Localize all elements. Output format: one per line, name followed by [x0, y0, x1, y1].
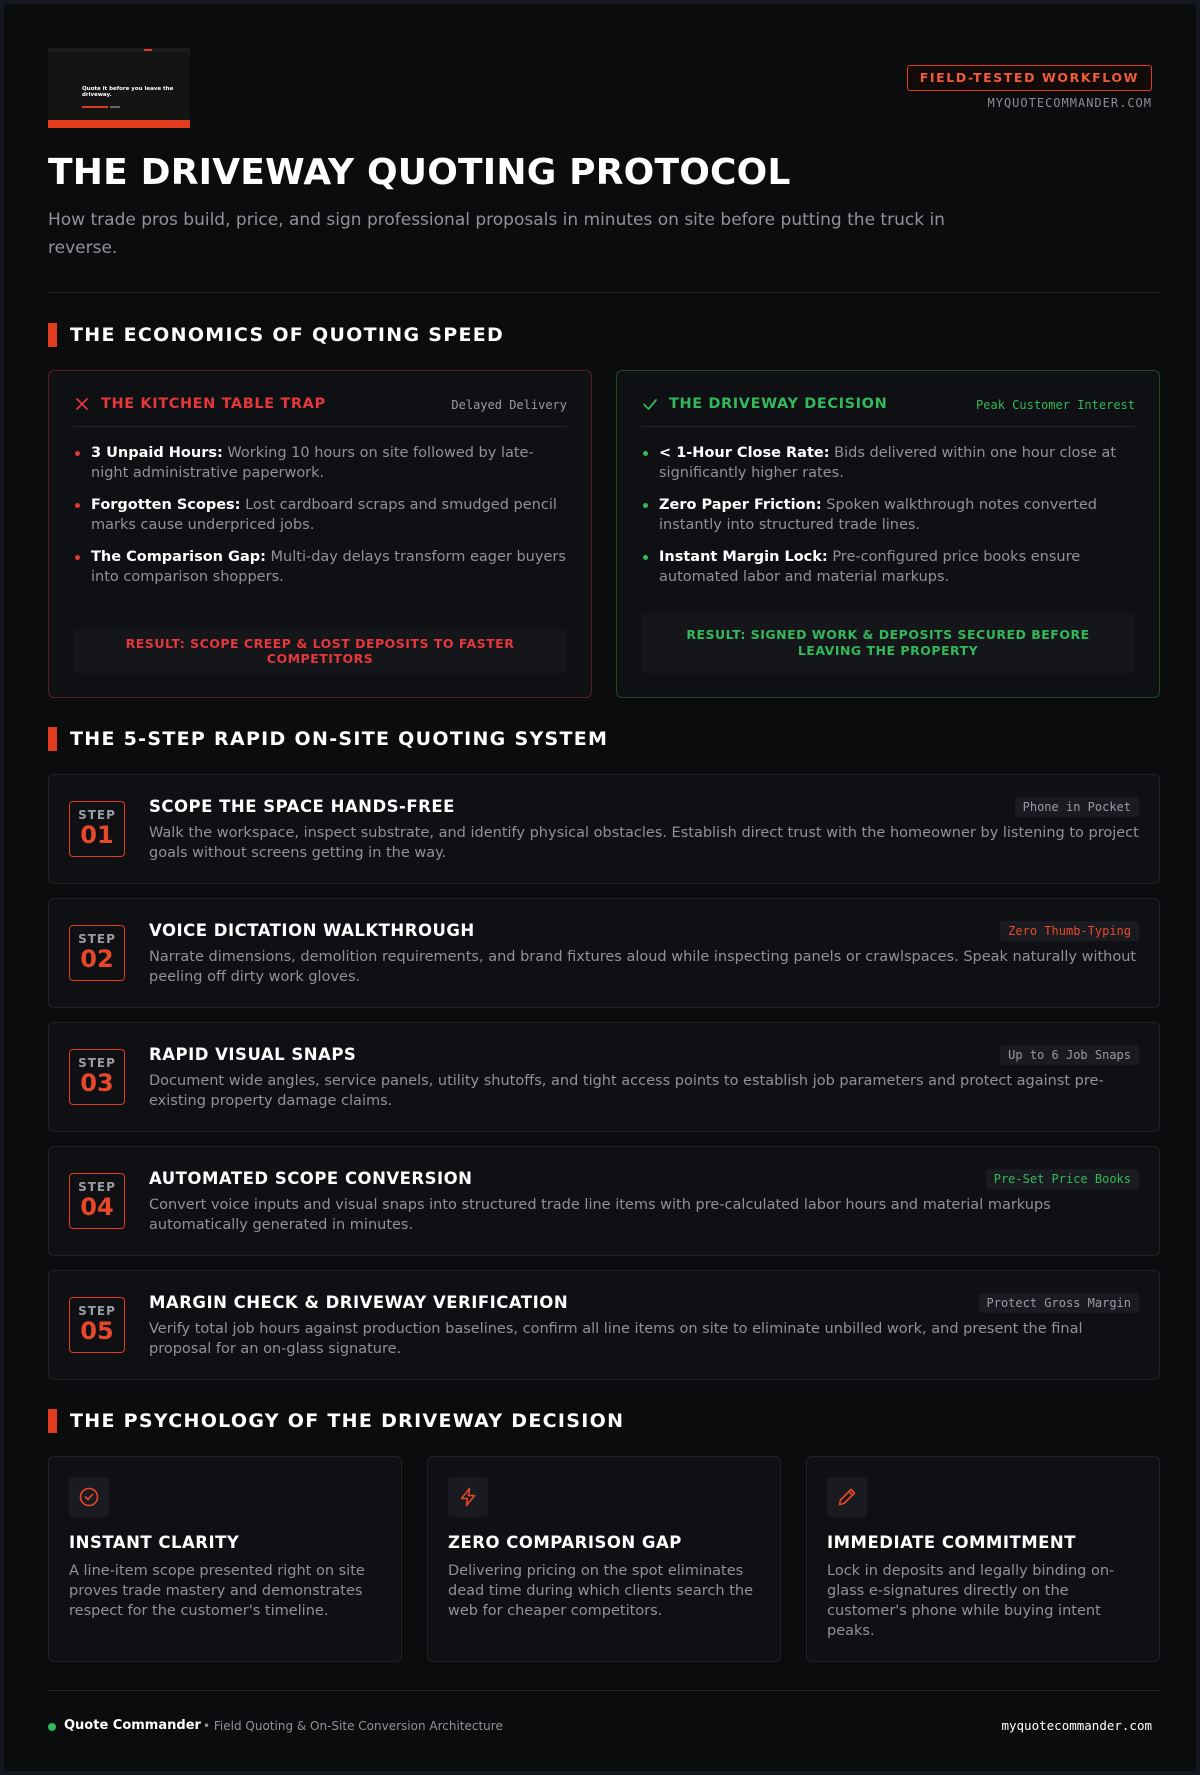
- list-item: Forgotten Scopes: Lost cardboard scraps and smudged pencil marks cause underpriced jobs.: [73, 495, 567, 535]
- step-card: [48, 898, 1160, 1008]
- step-description: Verify total job hours against production baselines, confirm all line items on site to eliminate unbilled work, and present the final proposal for an on-glass signature.: [149, 1321, 1083, 1357]
- step-description: Document wide angles, service panels, utility shutoffs, and tight access points to establish job parameters and protect against pre-existing property damage claims.: [149, 1073, 1104, 1109]
- lightning-icon: [457, 1486, 479, 1508]
- card-title: INSTANT CLARITY: [69, 1533, 240, 1552]
- list-item: The Comparison Gap: Multi-day delays transform eager buyers into comparison shoppers.: [73, 547, 567, 587]
- step-description: Walk the workspace, inspect substrate, and identify physical obstacles. Establish direct trust with the homeowner by listening to project goals without screens getting in the way.: [149, 825, 1139, 861]
- status-dot: [48, 1723, 56, 1731]
- page-frame: [4, 4, 1196, 1771]
- page-subtitle: How trade pros build, price, and sign professional proposals in minutes on site before putting the truck in reverse.: [48, 210, 945, 258]
- step-tag: Zero Thumb-Typing: [1000, 921, 1139, 941]
- list-item: Zero Paper Friction: Spoken walkthrough notes converted instantly into structured trade lines.: [641, 495, 1135, 535]
- footer: [48, 1717, 1152, 1737]
- bullet-list: [641, 443, 1135, 599]
- kitchen-table-trap-card: [48, 370, 592, 698]
- list-item: Instant Margin Lock: Pre-configured price books ensure automated labor and material markups.: [641, 547, 1135, 587]
- step-card: [48, 1146, 1160, 1256]
- card-title: IMMEDIATE COMMITMENT: [827, 1533, 1076, 1552]
- pencil-icon: [836, 1486, 858, 1508]
- list-item: < 1-Hour Close Rate: Bids delivered within one hour close at significantly higher rates.: [641, 443, 1135, 483]
- psychology-card: [48, 1456, 402, 1662]
- step-number-badge: STEP 04: [69, 1173, 125, 1229]
- step-tag: Protect Gross Margin: [979, 1293, 1140, 1313]
- psychology-card: [806, 1456, 1160, 1662]
- card-description: A line-item scope presented right on site proves trade mastery and demonstrates respect for the customer's timeline.: [69, 1563, 365, 1619]
- bullet-list: [73, 443, 567, 599]
- list-item: 3 Unpaid Hours: Working 10 hours on site followed by late-night administrative paperwork.: [73, 443, 567, 483]
- header-domain: MYQUOTECOMMANDER.COM: [987, 96, 1152, 110]
- step-tag: Phone in Pocket: [1015, 797, 1139, 817]
- hero-thumbnail: [48, 48, 190, 128]
- step-title: VOICE DICTATION WALKTHROUGH: [149, 921, 475, 940]
- step-card: [48, 774, 1160, 884]
- step-number-badge: STEP 03: [69, 1049, 125, 1105]
- check-icon: [641, 395, 659, 413]
- x-icon: [73, 395, 91, 413]
- card-title: ZERO COMPARISON GAP: [448, 1533, 682, 1552]
- step-card: [48, 1022, 1160, 1132]
- step-number-badge: STEP 01: [69, 801, 125, 857]
- driveway-decision-card: [616, 370, 1160, 698]
- workflow-badge: FIELD-TESTED WORKFLOW: [907, 65, 1152, 91]
- section-marker: [48, 323, 57, 347]
- card-description: Lock in deposits and legally binding on-glass e-signatures directly on the customer's phone while buying intent peaks.: [827, 1563, 1115, 1639]
- footer-brand: Quote Commander: [64, 1718, 201, 1733]
- card-title: THE KITCHEN TABLE TRAP: [101, 396, 326, 412]
- section-marker: [48, 1409, 57, 1433]
- step-number-badge: STEP 02: [69, 925, 125, 981]
- step-card: [48, 1270, 1160, 1380]
- psychology-card: [427, 1456, 781, 1662]
- step-number-badge: STEP 05: [69, 1297, 125, 1353]
- card-note: Delayed Delivery: [451, 398, 567, 412]
- step-tag: Pre-Set Price Books: [986, 1169, 1139, 1189]
- section-heading-system: THE 5-STEP RAPID ON-SITE QUOTING SYSTEM: [48, 727, 608, 751]
- step-title: AUTOMATED SCOPE CONVERSION: [149, 1169, 473, 1188]
- section-heading-economics: THE ECONOMICS OF QUOTING SPEED: [48, 323, 504, 347]
- divider: [48, 1690, 1160, 1691]
- check-circle-icon: [78, 1486, 100, 1508]
- step-tag: Up to 6 Job Snaps: [1000, 1045, 1139, 1065]
- step-description: Narrate dimensions, demolition requirements, and brand fixtures aloud while inspecting panels or crawlspaces. Speak naturally without peeling off dirty work gloves.: [149, 949, 1137, 985]
- step-title: MARGIN CHECK & DRIVEWAY VERIFICATION: [149, 1293, 569, 1312]
- footer-tagline: • Field Quoting & On-Site Conversion Architecture: [203, 1719, 503, 1733]
- section-heading-psychology: THE PSYCHOLOGY OF THE DRIVEWAY DECISION: [48, 1409, 624, 1433]
- card-description: Delivering pricing on the spot eliminates dead time during which clients search the web for cheaper competitors.: [448, 1563, 753, 1619]
- page-title: THE DRIVEWAY QUOTING PROTOCOL: [48, 152, 791, 193]
- thumbnail-headline: Quote it before you leave the driveway.: [82, 86, 174, 98]
- result-banner: RESULT: SIGNED WORK & DEPOSITS SECURED BEFORE LEAVING THE PROPERTY: [641, 613, 1135, 673]
- divider: [48, 292, 1160, 293]
- step-title: RAPID VISUAL SNAPS: [149, 1045, 357, 1064]
- step-title: SCOPE THE SPACE HANDS-FREE: [149, 797, 455, 816]
- card-title: THE DRIVEWAY DECISION: [669, 396, 888, 412]
- result-banner: RESULT: SCOPE CREEP & LOST DEPOSITS TO FASTER COMPETITORS: [73, 629, 567, 673]
- section-marker: [48, 727, 57, 751]
- step-description: Convert voice inputs and visual snaps into structured trade line items with pre-calculated labor hours and material markups automatically generated in minutes.: [149, 1197, 1051, 1233]
- footer-site-link[interactable]: myquotecommander.com: [1001, 1718, 1152, 1733]
- card-note: Peak Customer Interest: [976, 398, 1135, 412]
